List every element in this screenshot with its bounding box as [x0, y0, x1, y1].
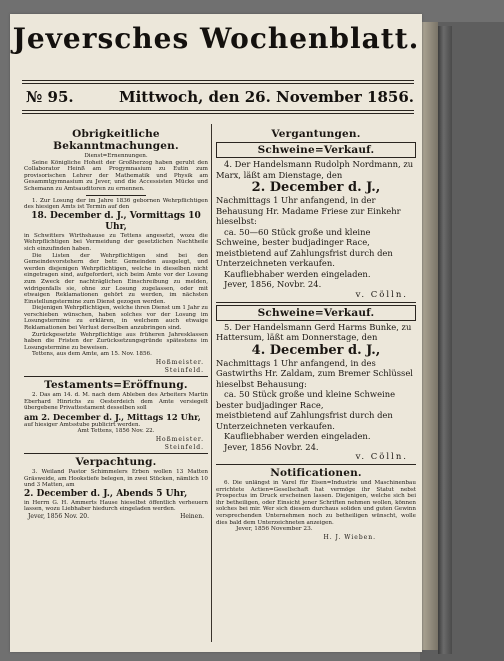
signature-v-coelln: v. Cölln.: [355, 452, 408, 462]
testament-date: am 2. December d. J., Mittags 12 Uhr,: [24, 411, 201, 422]
appointments-subtitle: Dienst=Ernennungen.: [84, 153, 148, 159]
notices-text: 6. Die unlängst in Varel für Eisen=Industrie und Maschinenbau errichtete Actien=Gesellschaft hat vermöge ihr Statut nebst Prospectus im Druck erscheinen lassen. Diejenigen, welche sich bei ihr betheiligen, oder Einsicht jener Schriften nehmen wollen, können solches bei mir. Wer sich diesem durchaus soliden und guten Gewinn versprechenden Unternehmen noch zu betheiligen wünscht, wolle dies bald dem Unterzeichneten anzeigen.: [216, 480, 416, 526]
signature-wieben: H. J. Wieben.: [323, 533, 376, 541]
auctions-title: Vergantungen.: [271, 128, 361, 140]
pig-sale-1-terms: meistbietend auf Zahlungsfrist durch den Unterzeichneten verkaufen.: [216, 247, 393, 268]
masthead-title: Jeversches Wochenblatt.: [12, 22, 420, 55]
testament-title: Testaments=Eröffnung.: [44, 379, 188, 392]
right-column: [216, 126, 416, 542]
signature-hossmeister: Hoßmeister.: [155, 436, 204, 443]
pig-sale-1-place: Jever, 1856, Novbr. 24.: [224, 279, 322, 289]
signature-heinen: Heinen.: [180, 512, 204, 520]
pig-sale-2-place: Jever, 1856 Novbr. 24.: [224, 441, 319, 452]
signature-hossmeister: Hoßmeister.: [155, 359, 204, 367]
pig-sale-1-text: 4. Der Handelsmann Rudolph Nordmann, zu Marx, läßt am Dienstage, den: [216, 159, 414, 180]
lease-title: Verpachtung.: [75, 456, 157, 468]
pig-sale-2-date: 4. December d. J.,: [251, 342, 381, 358]
lease-date: 2. December d. J., Abends 5 Uhr,: [24, 488, 188, 499]
testament-place: Amt Tettens, 1856 Nov. 22.: [77, 428, 155, 435]
issue-line: [26, 88, 414, 106]
masthead-rule: [22, 80, 414, 81]
lease-footer: [24, 513, 208, 520]
pig-sale-1-rest: Nachmittags 1 Uhr anfangend, in der Behausung Hr. Madame Friese zur Einkehr hieselbst:: [216, 195, 401, 226]
issue-rule: [22, 110, 414, 111]
conscription-deferral: Diejenigen Wehrpflichtigen, welche ihren Dienst um 1 Jahr zu verschieben wünschen, haben solches vor der Losung im Losungstermine zu erklären, in welchem auch etwaige Reklamationen bei Verlust derselben anzubringen sind.: [24, 305, 208, 332]
divider: [24, 376, 208, 377]
divider: [216, 464, 416, 465]
left-column: [24, 126, 208, 520]
notices-place: Jever, 1856 November 23.: [236, 526, 313, 533]
conscription-date: 18. December d. J., Vormittags 10 Uhr,: [31, 210, 201, 232]
testament-rest: auf hiesiger Amtsstube publicirt werden.: [24, 421, 141, 428]
lease-rest: in Herrn G. H. Ammerts Hause hieselbst öffentlich verheuern lassen, wozu Liebhaber hiedurch eingeladen werden.: [24, 499, 208, 513]
notices-title: Notificationen.: [270, 467, 362, 479]
conscription-earlier: Zurückgesetzte Wehrpflichtige aus früheren Jahresklassen haben die Fristen der Zurücksetzungsgründe spätestens im Losungstermine zu beweisen.: [24, 331, 208, 351]
conscription-dateline: Tettens, aus dem Amte, am 15. Nov. 1856.: [32, 351, 152, 358]
pig-sale-2-item: ca. 50 Stück große und kleine Schweine bester budjadinger Race,: [216, 389, 396, 410]
book-binding-edge: [438, 26, 452, 654]
pig-sale-1-invite: Kaufliebhaber werden eingeladen.: [224, 268, 371, 279]
divider: [86, 195, 146, 196]
issue-number: № 95.: [26, 88, 74, 106]
divider: [24, 453, 208, 454]
issue-rule-double: [22, 113, 414, 114]
divider: [216, 302, 416, 303]
pig-sale-2-text: 5. Der Handelsmann Gerd Harms Bunke, zu Hattersum, läßt am Donnerstage, den: [216, 321, 412, 342]
official-notices-title: Obrigkeitliche Bekanntmachungen.: [53, 128, 179, 152]
signature-steinfeld: Steinfeld.: [164, 444, 204, 451]
masthead-rule-double: [22, 83, 414, 84]
issue-date: Mittwoch, den 26. November 1856.: [118, 88, 414, 106]
pig-sale-1-title: Schweine=Verkauf.: [216, 142, 416, 158]
pig-sale-2-title: Schweine=Verkauf.: [216, 305, 416, 321]
pig-sale-1-date: 2. December d. J.,: [251, 180, 381, 195]
signature-v-coelln: v. Cölln.: [355, 289, 408, 300]
signature-steinfeld: Steinfeld.: [164, 367, 204, 375]
pig-sale-2-invite: Kaufliebhaber werden eingeladen.: [224, 431, 371, 441]
pig-sale-2-rest: Nachmittags 1 Uhr anfangend, in des Gastwirths Hr. Zaldam, zum Bremer Schlüssel hieselbst Behausung:: [216, 357, 413, 389]
pig-sale-2-terms: meistbietend auf Zahlungsfrist durch den Unterzeichneten verkaufen.: [216, 410, 393, 431]
lease-place: Jever, 1856 Nov. 20.: [28, 512, 89, 520]
appointments-text: Seine Königliche Hoheit der Großherzog haben geruht den Collaborator Heinß am Progymnasium zu Eutin zum provisorischen Lehrer der Mathematik und Physik am Gesammtgymnasium zu Jever, und die Accessisten Mücke und Schemann zu Amtsauditoren zu ernennen.: [24, 159, 208, 192]
lease-text: 3. Weiland Pastor Schimmelers Erben wollen 13 Matten Gräsweide, am Hookstiefe belegen, in zwei Stücken, nämlich 10 und 3 Matten, am: [24, 469, 208, 489]
newspaper-page: [10, 14, 422, 652]
testament-text: 2. Das am 14. d. M. nach dem Ableben des Arbeiters Martin Eberhard Hinrichs zu Oesterdeich dem Amte versiegelt übergebene Privattestament desselben soll: [24, 392, 208, 412]
conscription-rest: in Schwitters Wirthshause zu Tettens angesetzt, wozu die Wehrpflichtigen bei Vermeidung der gesetzlichen Nachtheile sich einzufinden haben.: [24, 232, 208, 252]
column-divider: [211, 124, 212, 642]
conscription-text: 1. Zur Losung der im Jahre 1836 gebornen Wehrpflichtigen des hiesigen Amts ist Termin auf den: [24, 197, 208, 211]
pig-sale-1-item: ca. 50—60 Stück große und kleine Schweine, bester budjadinger Race,: [216, 226, 371, 247]
conscription-lists: Die Listen der Wehrpflichtigen sind bei den Gemeindevorstehern der betr. Gemeinden ausgelegt, und werden diejenigen Wehrpflichtigen, welche in dieselben nicht eingetragen sind, aufgefordert, sich beim Amte vor der Losung zum Zweck der nachträglichen Einschreibung zu melden, widrigenfalls sie, ohne zur Losung zugelassen, oder mit etwaigen Reklamationen gehört zu werden, im nächsten Einstellungstermine zum Dienst gezogen werden.: [24, 252, 208, 305]
